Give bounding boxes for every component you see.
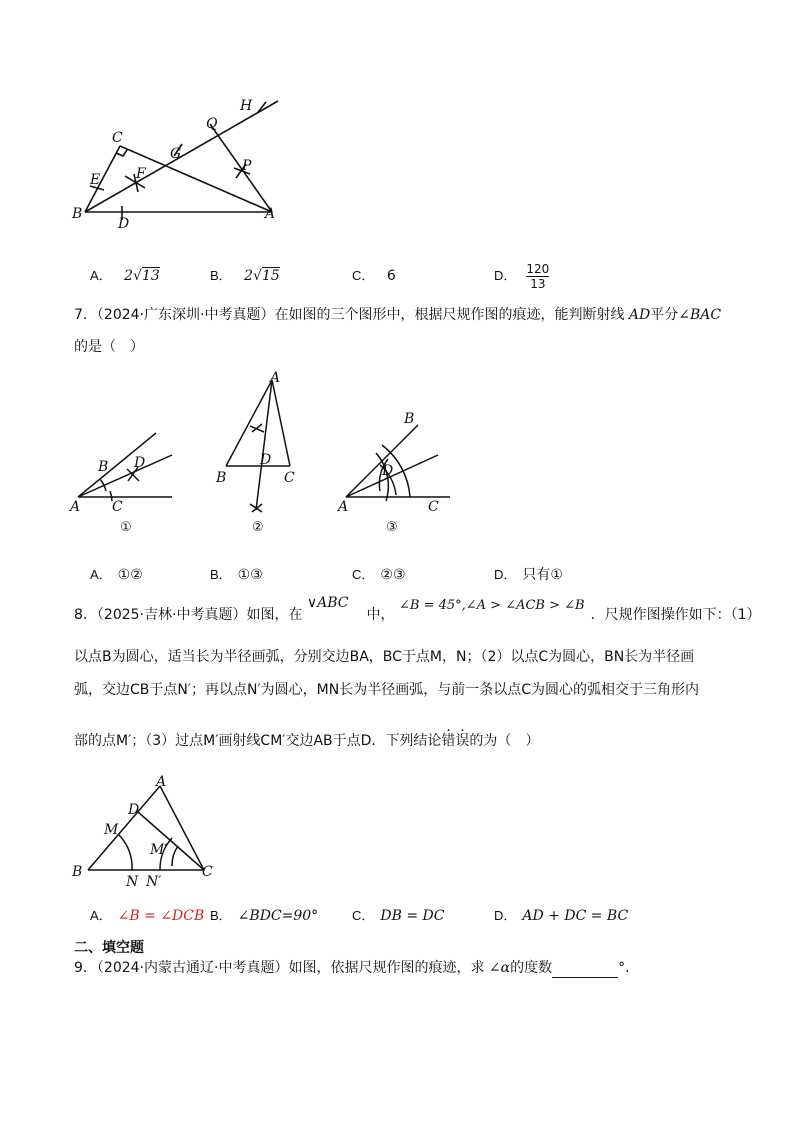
answer-blank[interactable] <box>552 963 618 978</box>
q7-option-b[interactable] <box>210 565 263 585</box>
option-letter: A． <box>90 567 112 582</box>
label-m-prime: M′ <box>150 842 168 858</box>
label-g: G <box>170 146 182 162</box>
label-n: N <box>126 874 139 890</box>
figure-q7-1 <box>64 405 184 540</box>
option-value: DB = DC <box>380 908 445 924</box>
label-q: Q <box>206 116 218 132</box>
option-value: 只有① <box>522 567 563 583</box>
option-value: 6 <box>386 268 396 284</box>
option-letter: D． <box>494 567 517 582</box>
label-c: C <box>112 499 123 515</box>
option-value: AD + DC = BC <box>522 908 629 924</box>
label-c: C <box>284 470 295 486</box>
q8-stem-line3: 弧，交边CB于点N′；再以点N′为圆心，MN长为半径画弧，与前一条以点C为圆心的弧相交于三角形内 <box>74 682 700 698</box>
label-d: D <box>118 216 130 232</box>
q8-option-b[interactable] <box>210 906 318 926</box>
label-a: A <box>270 370 281 386</box>
q8-stem-line4: 部的点M′；（3）过点M′画射线CM′交边AB于点D．下列结论错误的为（ ） <box>74 733 540 749</box>
option-letter: D． <box>494 908 517 923</box>
option-letter: A． <box>90 268 112 283</box>
option-letter: B． <box>210 268 232 283</box>
option-value: 2√15 <box>244 268 280 284</box>
option-value: ∠B = ∠DCB <box>117 908 205 924</box>
figure-q8 <box>66 774 226 890</box>
label-b: B <box>72 206 83 222</box>
label-c: C <box>202 864 213 880</box>
section-title: 二、填空题 <box>74 940 144 956</box>
q7-stem-line1: 7．（2024·广东深圳·中考真题）在如图的三个图形中，根据尺规作图的痕迹，能判断射线 AD平分∠BAC <box>74 307 722 323</box>
option-value: ①② <box>117 567 143 583</box>
q8-stem-line1: 8．（2025·吉林·中考真题）如图，在 ∨ABC中， ∠B = 45°,∠A > ∠ACB > ∠B．尺规作图操作如下：（1） <box>74 595 761 623</box>
label-c: C <box>112 130 123 146</box>
option-letter: C． <box>352 908 375 923</box>
q8-option-a[interactable] <box>90 906 204 926</box>
option-letter: A． <box>90 908 112 923</box>
q7-stem-line2: 的是（ ） <box>74 339 144 355</box>
option-letter: C． <box>352 268 375 283</box>
q8-option-d[interactable] <box>494 906 628 926</box>
label-d: D <box>134 455 146 471</box>
label-a: A <box>70 499 81 515</box>
option-value: ②③ <box>380 567 406 583</box>
label-c: C <box>428 499 439 515</box>
q9-stem: 9．（2024·内蒙古通辽·中考真题）如图，依据尺规作图的痕迹，求 ∠α的度数 °． <box>74 960 640 976</box>
label-b: B <box>72 864 83 880</box>
label-e: E <box>90 172 101 188</box>
label-n-prime: N′ <box>146 874 162 890</box>
label-b: B <box>404 411 415 427</box>
label-d: D <box>128 802 140 818</box>
label-b: B <box>98 459 109 475</box>
option-letter: C． <box>352 567 375 582</box>
q6-option-c[interactable] <box>352 266 396 286</box>
q6-option-a[interactable] <box>90 266 160 286</box>
option-letter: D． <box>494 268 517 283</box>
label-a: A <box>265 206 276 222</box>
q7-option-d[interactable] <box>494 565 563 585</box>
option-letter: B． <box>210 908 232 923</box>
q7-option-a[interactable] <box>90 565 143 585</box>
option-letter: B． <box>210 567 232 582</box>
q8-stem-line2: 以点B为圆心，适当长为半径画弧，分别交边BA，BC于点M，N；（2）以点C为圆心，BN长为半径画 <box>74 649 695 665</box>
q8-option-c[interactable] <box>352 906 444 926</box>
q7-option-c[interactable] <box>352 565 406 585</box>
caption: ① <box>120 520 132 535</box>
label-b: B <box>216 470 227 486</box>
label-h: H <box>240 98 253 114</box>
q6-option-b[interactable] <box>210 266 280 286</box>
q6-option-d[interactable] <box>494 256 549 296</box>
figure-q7-3 <box>332 405 457 540</box>
option-value: ∠BDC=90° <box>237 908 319 924</box>
label-d: D <box>260 452 272 468</box>
figure-q6 <box>60 90 320 250</box>
option-value: 2√13 <box>124 268 160 284</box>
label-a: A <box>156 774 167 790</box>
label-m: M <box>104 822 119 838</box>
option-value: $\frac{120}{13}$ <box>526 261 550 291</box>
figure-q7-2 <box>210 370 310 540</box>
label-d: D <box>382 463 394 479</box>
caption: ③ <box>386 520 398 535</box>
option-value: ①③ <box>237 567 263 583</box>
label-p: P <box>242 158 252 174</box>
label-f: F <box>136 166 146 182</box>
label-a: A <box>338 499 349 515</box>
caption: ② <box>252 520 264 535</box>
